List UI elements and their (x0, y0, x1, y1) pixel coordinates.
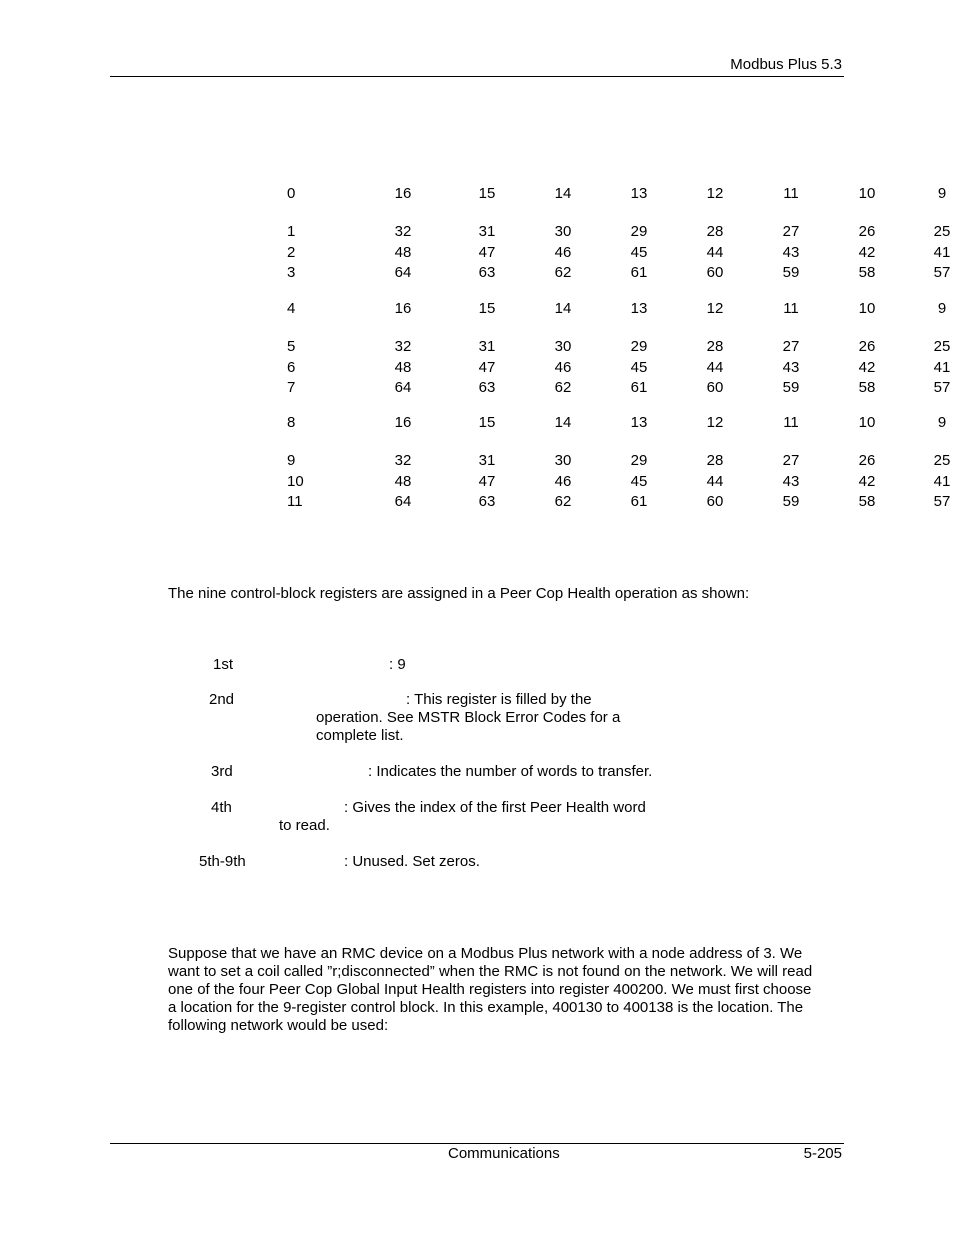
node-number-cell: 32 (394, 452, 412, 469)
node-number-cell: 11 (783, 414, 799, 431)
node-number-cell: 42 (858, 358, 876, 376)
register-4-label: 4th (211, 799, 232, 816)
node-number-cell: 45 (630, 358, 648, 376)
register-1-label: 1st (213, 656, 234, 673)
node-number-cell: 28 (706, 452, 724, 469)
word-number-cell: 10 (287, 472, 304, 490)
word-number-cell: 7 (287, 379, 296, 396)
node-number-cell: 44 (706, 358, 724, 376)
node-number-cell: 61 (630, 493, 648, 510)
node-number-cell: 41 (933, 243, 951, 261)
node-number-cell: 59 (782, 493, 800, 510)
node-number-cell: 13 (630, 185, 648, 202)
node-number-cell: 46 (554, 472, 572, 490)
node-number-cell: 59 (782, 264, 800, 281)
node-number-cell: 43 (782, 358, 800, 376)
node-number-cell: 47 (478, 243, 496, 261)
word-number-cell: 4 (287, 300, 296, 317)
node-number-cell: 9 (937, 414, 947, 431)
node-number-cell: 16 (394, 300, 412, 317)
node-number-cell: 15 (478, 300, 496, 317)
node-number-cell: 42 (858, 243, 876, 261)
node-number-cell: 46 (554, 358, 572, 376)
node-number-cell: 15 (478, 414, 496, 431)
node-number-cell: 13 (630, 414, 648, 431)
register-5-text: : Unused. Set zeros. (344, 853, 480, 870)
node-number-cell: 32 (394, 223, 412, 240)
header-rule (110, 76, 844, 77)
node-number-cell: 16 (394, 414, 412, 431)
register-2-label: 2nd (209, 691, 235, 708)
node-number-cell: 44 (706, 243, 724, 261)
node-number-cell: 28 (706, 338, 724, 355)
example-line-1: Suppose that we have an RMC device on a Modbus Plus network with a node address of 3. We (168, 945, 803, 962)
register-1-text: : 9 (389, 656, 406, 673)
node-number-cell: 32 (394, 338, 412, 355)
word-number-cell: 9 (287, 452, 296, 469)
node-number-cell: 43 (782, 243, 800, 261)
node-number-cell: 59 (782, 379, 800, 396)
node-number-cell: 48 (394, 243, 412, 261)
word-number-cell: 0 (287, 185, 296, 202)
node-number-cell: 41 (933, 358, 951, 376)
node-number-cell: 25 (933, 223, 951, 240)
node-number-cell: 46 (554, 243, 572, 261)
page-number: 5-205 (803, 1145, 842, 1162)
node-number-cell: 64 (394, 264, 412, 281)
node-number-cell: 29 (630, 338, 648, 355)
register-4-text-line1: : Gives the index of the first Peer Health word (344, 799, 646, 816)
intro-paragraph: The nine control-block registers are assigned in a Peer Cop Health operation as shown: (168, 585, 750, 602)
node-number-cell: 12 (706, 300, 724, 317)
node-number-cell: 25 (933, 338, 951, 355)
example-line-2: want to set a coil called ”r;disconnected” when the RMC is not found on the network. We will read (168, 963, 813, 980)
node-number-cell: 62 (554, 493, 572, 510)
node-number-cell: 13 (630, 300, 648, 317)
register-4-text-line2: to read. (279, 817, 330, 834)
word-number-cell: 8 (287, 414, 296, 431)
node-number-cell: 57 (933, 379, 951, 396)
node-number-cell: 58 (858, 264, 876, 281)
register-3-text: : Indicates the number of words to transfer. (368, 763, 653, 780)
node-number-cell: 10 (858, 414, 876, 431)
node-number-cell: 62 (554, 264, 572, 281)
example-line-5: following network would be used: (168, 1017, 389, 1034)
node-number-cell: 12 (706, 414, 724, 431)
node-number-cell: 27 (782, 338, 800, 355)
node-number-cell: 64 (394, 379, 412, 396)
node-number-cell: 11 (783, 185, 799, 202)
word-number-cell: 2 (287, 243, 296, 261)
node-number-cell: 25 (933, 452, 951, 469)
node-number-cell: 26 (858, 338, 876, 355)
node-number-cell: 28 (706, 223, 724, 240)
node-number-cell: 63 (478, 493, 496, 510)
node-number-cell: 43 (782, 472, 800, 490)
register-2-text-line3: complete list. (316, 727, 404, 744)
word-number-cell: 5 (287, 338, 296, 355)
footer-rule (110, 1143, 844, 1144)
node-number-cell: 14 (554, 300, 572, 317)
register-5-label: 5th-9th (199, 853, 246, 870)
node-number-cell: 12 (706, 185, 724, 202)
node-number-cell: 47 (478, 472, 496, 490)
node-number-cell: 63 (478, 264, 496, 281)
example-line-3: one of the four Peer Cop Global Input Health registers into register 400200. We must first choose (168, 981, 812, 998)
word-number-cell: 3 (287, 264, 296, 281)
node-number-cell: 10 (858, 185, 876, 202)
node-number-cell: 26 (858, 452, 876, 469)
node-number-cell: 31 (478, 223, 496, 240)
node-number-cell: 14 (554, 185, 572, 202)
node-number-cell: 60 (706, 379, 724, 396)
word-number-cell: 6 (287, 358, 296, 376)
node-number-cell: 31 (478, 452, 496, 469)
page-header-title: Modbus Plus 5.3 (730, 56, 842, 73)
node-number-cell: 58 (858, 493, 876, 510)
node-number-cell: 11 (783, 300, 799, 317)
node-number-cell: 29 (630, 452, 648, 469)
node-number-cell: 27 (782, 223, 800, 240)
node-number-cell: 14 (554, 414, 572, 431)
node-number-cell: 61 (630, 379, 648, 396)
node-number-cell: 30 (554, 452, 572, 469)
node-number-cell: 62 (554, 379, 572, 396)
word-number-cell: 11 (287, 493, 303, 510)
node-number-cell: 57 (933, 493, 951, 510)
node-number-cell: 45 (630, 472, 648, 490)
node-number-cell: 47 (478, 358, 496, 376)
node-number-cell: 31 (478, 338, 496, 355)
node-number-cell: 57 (933, 264, 951, 281)
node-number-cell: 48 (394, 472, 412, 490)
node-number-cell: 48 (394, 358, 412, 376)
register-2-text-line2: operation. See MSTR Block Error Codes for a (316, 709, 621, 726)
node-number-cell: 61 (630, 264, 648, 281)
node-number-cell: 60 (706, 493, 724, 510)
node-number-cell: 44 (706, 472, 724, 490)
node-number-cell: 63 (478, 379, 496, 396)
node-number-cell: 9 (937, 185, 947, 202)
node-number-cell: 58 (858, 379, 876, 396)
node-number-cell: 10 (858, 300, 876, 317)
node-number-cell: 29 (630, 223, 648, 240)
register-2-text-line1: : This register is filled by the (406, 691, 592, 708)
node-number-cell: 15 (478, 185, 496, 202)
node-number-cell: 26 (858, 223, 876, 240)
node-number-cell: 60 (706, 264, 724, 281)
node-number-cell: 27 (782, 452, 800, 469)
node-number-cell: 64 (394, 493, 412, 510)
register-3-label: 3rd (211, 763, 233, 780)
example-line-4: a location for the 9-register control block. In this example, 400130 to 400138 is the location. The (168, 999, 804, 1016)
node-number-cell: 30 (554, 338, 572, 355)
node-number-cell: 41 (933, 472, 951, 490)
node-number-cell: 30 (554, 223, 572, 240)
node-number-cell: 42 (858, 472, 876, 490)
node-number-cell: 16 (394, 185, 412, 202)
footer-section: Communications (448, 1145, 560, 1162)
node-number-cell: 45 (630, 243, 648, 261)
word-number-cell: 1 (287, 223, 296, 240)
node-number-cell: 9 (937, 300, 947, 317)
